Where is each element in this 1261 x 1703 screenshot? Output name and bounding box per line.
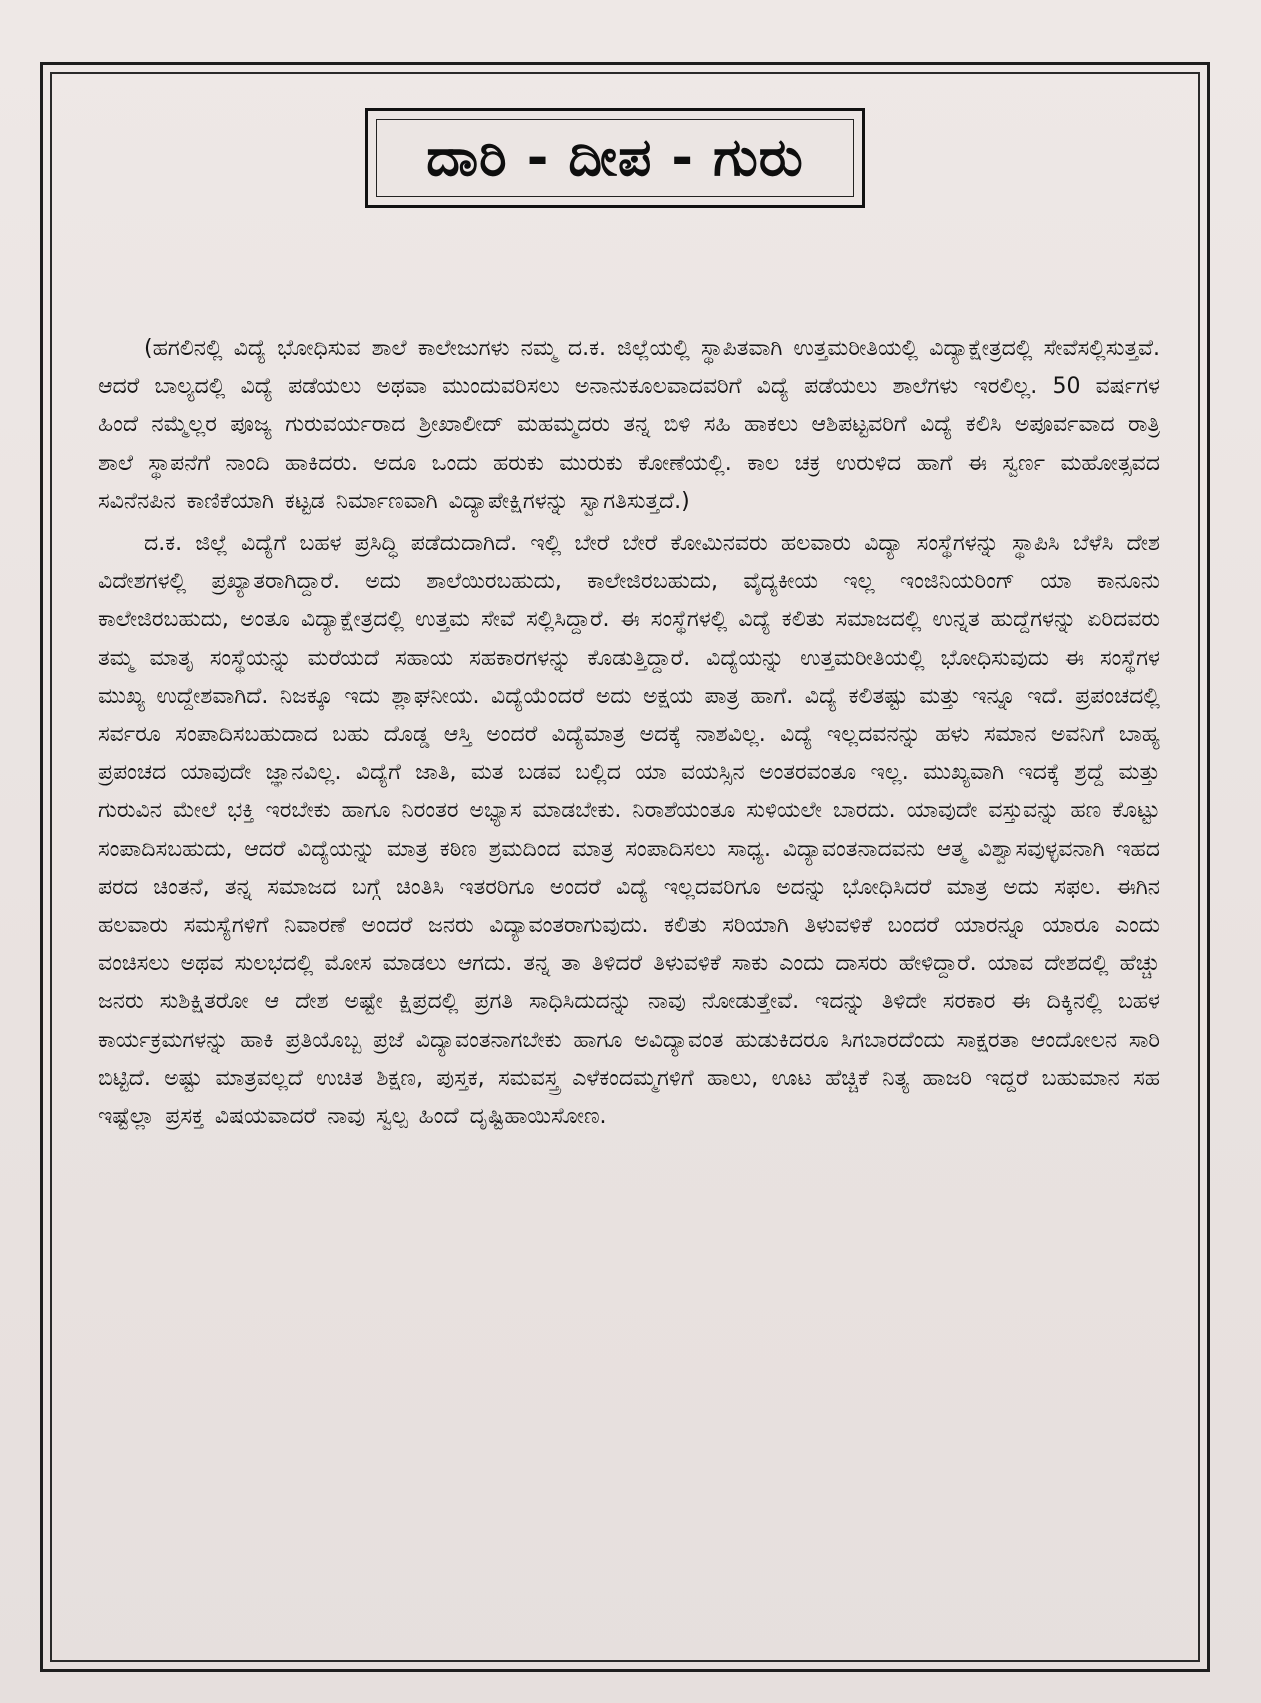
title-inner-border (376, 119, 854, 197)
article-body (98, 330, 1160, 1136)
title-box (365, 108, 865, 208)
intro-paragraph: (ಹಗಲಿನಲ್ಲಿ ವಿದ್ಯೆ ಭೋಧಿಸುವ ಶಾಲೆ ಕಾಲೇಜುಗಳು ನಮ್ಮ ದ.ಕ. ಜಿಲ್ಲೆಯಲ್ಲಿ ಸ್ಥಾಪಿತವಾಗಿ ಉತ್ತಮರೀತಿಯಲ್ಲಿ ವಿದ್ಯಾಕ್ಷೇತ್ರದಲ್ಲಿ ಸೇವೆಸಲ್ಲಿಸುತ್ತವೆ. ಆದರೆ ಬಾಲ್ಯದಲ್ಲಿ ವಿದ್ಯೆ ಪಡೆಯಲು ಅಥವಾ ಮುಂದುವರಿಸಲು ಅನಾನುಕೂಲವಾದವರಿಗೆ ವಿದ್ಯೆ ಪಡೆಯಲು ಶಾಲೆಗಳು ಇರಲಿಲ್ಲ. 50 ವರ್ಷಗಳ ಹಿಂದೆ ನಮ್ಮೆಲ್ಲರ ಪೂಜ್ಯ ಗುರುವರ್ಯರಾದ ಶ್ರೀಖಾಲೀದ್ ಮಹಮ್ಮದರು ತನ್ನ ಬಿಳಿ ಸಹಿ ಹಾಕಲು ಆಶಿಪಟ್ಟವರಿಗೆ ವಿದ್ಯೆ ಕಲಿಸಿ ಅಪೂರ್ವವಾದ ರಾತ್ರಿ ಶಾಲೆ ಸ್ಥಾಪನೆಗೆ ನಾಂದಿ ಹಾಕಿದರು. ಅದೂ ಒಂದು ಹರುಕು ಮುರುಕು ಕೋಣೆಯಲ್ಲಿ. ಕಾಲ ಚಕ್ರ ಉರುಳಿದ ಹಾಗೆ ಈ ಸ್ವರ್ಣ ಮಹೋತ್ಸವದ ಸವಿನೆನಪಿನ ಕಾಣಿಕೆಯಾಗಿ ಕಟ್ಟಡ ನಿರ್ಮಾಣವಾಗಿ ವಿದ್ಯಾಪೇಕ್ಷಿಗಳನ್ನು ಸ್ವಾಗತಿಸುತ್ತದೆ.) (98, 336, 1160, 514)
body-paragraph: ದ.ಕ. ಜಿಲ್ಲೆ ವಿದ್ಯೆಗೆ ಬಹಳ ಪ್ರಸಿದ್ಧಿ ಪಡೆದುದಾಗಿದೆ. ಇಲ್ಲಿ ಬೇರೆ ಬೇರೆ ಕೋಮಿನವರು ಹಲವಾರು ವಿದ್ಯಾ ಸಂಸ್ಥೆಗಳನ್ನು ಸ್ಥಾಪಿಸಿ ಬೆಳೆಸಿ ದೇಶ ವಿದೇಶಗಳಲ್ಲಿ ಪ್ರಖ್ಯಾತರಾಗಿದ್ದಾರೆ. ಅದು ಶಾಲೆಯಿರಬಹುದು, ಕಾಲೇಜಿರಬಹುದು, ವೈದ್ಯಕೀಯ ಇಲ್ಲ ಇಂಜಿನಿಯರಿಂಗ್ ಯಾ ಕಾನೂನು ಕಾಲೇಜಿರಬಹುದು, ಅಂತೂ ವಿದ್ಯಾಕ್ಷೇತ್ರದಲ್ಲಿ ಉತ್ತಮ ಸೇವೆ ಸಲ್ಲಿಸಿದ್ದಾರೆ. ಈ ಸಂಸ್ಥೆಗಳಲ್ಲಿ ವಿದ್ಯೆ ಕಲಿತು ಸಮಾಜದಲ್ಲಿ ಉನ್ನತ ಹುದ್ದೆಗಳನ್ನು ಏರಿದವರು ತಮ್ಮ ಮಾತೃ ಸಂಸ್ಥೆಯನ್ನು ಮರೆಯದೆ ಸಹಾಯ ಸಹಕಾರಗಳನ್ನು ಕೊಡುತ್ತಿದ್ದಾರೆ. ವಿದ್ಯೆಯನ್ನು ಉತ್ತಮರೀತಿಯಲ್ಲಿ ಭೋಧಿಸುವುದು ಈ ಸಂಸ್ಥೆಗಳ ಮುಖ್ಯ ಉದ್ದೇಶವಾಗಿದೆ. ನಿಜಕ್ಕೂ ಇದು ಶ್ಲಾಘನೀಯ. ವಿದ್ಯೆಯೆಂದರೆ ಅದು ಅಕ್ಷಯ ಪಾತ್ರ ಹಾಗೆ. ವಿದ್ಯೆ ಕಲಿತಷ್ಟು ಮತ್ತು ಇನ್ನೂ ಇದೆ. ಪ್ರಪಂಚದಲ್ಲಿ ಸರ್ವರೂ ಸಂಪಾದಿಸಬಹುದಾದ ಬಹು ದೊಡ್ಡ ಆಸ್ತಿ ಅಂದರೆ ವಿದ್ಯೆಮಾತ್ರ ಅದಕ್ಕೆ ನಾಶವಿಲ್ಲ. ವಿದ್ಯೆ ಇಲ್ಲದವನನ್ನು ಹಳು ಸಮಾನ ಅವನಿಗೆ ಬಾಹ್ಯ ಪ್ರಪಂಚದ ಯಾವುದೇ ಜ್ಞಾನವಿಲ್ಲ. ವಿದ್ಯೆಗೆ ಜಾತಿ, ಮತ ಬಡವ ಬಲ್ಲಿದ ಯಾ ವಯಸ್ಸಿನ ಅಂತರವಂತೂ ಇಲ್ಲ. ಮುಖ್ಯವಾಗಿ ಇದಕ್ಕೆ ಶ್ರದ್ದೆ ಮತ್ತು ಗುರುವಿನ ಮೇಲೆ ಭಕ್ತಿ ಇರಬೇಕು ಹಾಗೂ ನಿರಂತರ ಅಭ್ಯಾಸ ಮಾಡಬೇಕು. ನಿರಾಶೆಯಂತೂ ಸುಳಿಯಲೇ ಬಾರದು. ಯಾವುದೇ ವಸ್ತುವನ್ನು ಹಣ ಕೊಟ್ಟು ಸಂಪಾದಿಸಬಹುದು, ಆದರೆ ವಿದ್ಯೆಯನ್ನು ಮಾತ್ರ ಕಠಿಣ ಶ್ರಮದಿಂದ ಮಾತ್ರ ಸಂಪಾದಿಸಲು ಸಾಧ್ಯ. ವಿದ್ಯಾವಂತನಾದವನು ಆತ್ಮ ವಿಶ್ವಾಸವುಳ್ಳವನಾಗಿ ಇಹದ ಪರದ ಚಿಂತನೆ, ತನ್ನ ಸಮಾಜದ ಬಗ್ಗೆ ಚಿಂತಿಸಿ ಇತರರಿಗೂ ಅಂದರೆ ವಿದ್ಯೆ ಇಲ್ಲದವರಿಗೂ ಅದನ್ನು ಭೋಧಿಸಿದರೆ ಮಾತ್ರ ಅದು ಸಫಲ. ಈಗಿನ ಹಲವಾರು ಸಮಸ್ಯೆಗಳಿಗೆ ನಿವಾರಣೆ ಅಂದರೆ ಜನರು ವಿದ್ಯಾವಂತರಾಗುವುದು. ಕಲಿತು ಸರಿಯಾಗಿ ತಿಳುವಳಿಕೆ ಬಂದರೆ ಯಾರನ್ನೂ ಯಾರೂ ಎಂದು ವಂಚಿಸಲು ಅಥವ ಸುಲಭದಲ್ಲಿ ಮೋಸ ಮಾಡಲು ಆಗದು. ತನ್ನ ತಾ ತಿಳಿದರೆ ತಿಳುವಳಿಕೆ ಸಾಕು ಎಂದು ದಾಸರು ಹೇಳಿದ್ದಾರೆ. ಯಾವ ದೇಶದಲ್ಲಿ ಹೆಚ್ಚು ಜನರು ಸುಶಿಕ್ಷಿತರೋ ಆ ದೇಶ ಅಷ್ಟೇ ಕ್ಷಿಪ್ರದಲ್ಲಿ ಪ್ರಗತಿ ಸಾಧಿಸಿದುದನ್ನು ನಾವು ನೋಡುತ್ತೇವೆ. ಇದನ್ನು ತಿಳಿದೇ ಸರಕಾರ ಈ ದಿಕ್ಕಿನಲ್ಲಿ ಬಹಳ ಕಾರ್ಯಕ್ರಮಗಳನ್ನು ಹಾಕಿ ಪ್ರತಿಯೊಬ್ಬ ಪ್ರಜೆ ವಿದ್ಯಾವಂತನಾಗಬೇಕು ಹಾಗೂ ಅವಿದ್ಯಾವಂತ ಹುಡುಕಿದರೂ ಸಿಗಬಾರದೆಂದು ಸಾಕ್ಷರತಾ ಆಂದೋಲನ ಸಾರಿ ಬಿಟ್ಟಿದೆ. ಅಷ್ಟು ಮಾತ್ರವಲ್ಲದೆ ಉಚಿತ ಶಿಕ್ಷಣ, ಪುಸ್ತಕ, ಸಮವಸ್ತ್ರ ಎಳೆಕಂದಮ್ಮಗಳಿಗೆ ಹಾಲು, ಊಟ ಹೆಚ್ಚಿಕೆ ನಿತ್ಯ ಹಾಜರಿ ಇದ್ದರೆ ಬಹುಮಾನ ಸಹ ಇಷ್ಟೆಲ್ಲಾ ಪ್ರಸಕ್ತ ವಿಷಯವಾದರೆ ನಾವು ಸ್ವಲ್ಪ ಹಿಂದೆ ದೃಷ್ಟಿಹಾಯಿಸೋಣ. (98, 531, 1160, 1130)
page-title: ದಾರಿ - ದೀಪ - ಗುರು (426, 127, 804, 188)
